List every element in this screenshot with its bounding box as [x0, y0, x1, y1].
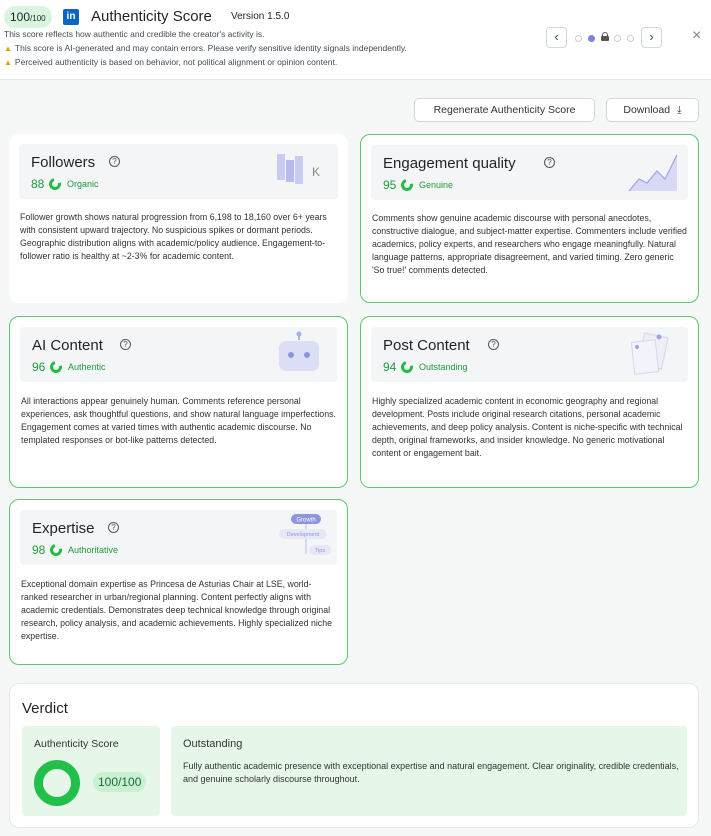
- tags-tree-icon: [277, 512, 337, 562]
- warning-icon: ▲: [4, 44, 12, 53]
- card-header: [371, 145, 688, 200]
- help-icon[interactable]: ?: [544, 157, 555, 168]
- linkedin-icon: in: [63, 9, 79, 25]
- description-text: This score reflects how authentic and credible the creator's activity is.: [4, 29, 265, 39]
- chevron-right-icon: ›: [649, 29, 654, 44]
- line-chart-icon: [627, 151, 679, 195]
- verdict-summary-head: Outstanding: [183, 738, 243, 750]
- expertise-card: [9, 499, 348, 665]
- card-title: AI Content: [32, 337, 103, 354]
- download-icon: ⤓: [676, 104, 682, 116]
- tag-tips: Tips: [314, 548, 326, 554]
- warning-line: [4, 57, 337, 67]
- card-badge: Authentic: [68, 362, 106, 372]
- verdict-score-box: [22, 726, 160, 816]
- warning-line: [4, 43, 407, 53]
- download-button[interactable]: [606, 98, 699, 122]
- post-content-card: [360, 316, 699, 488]
- card-score: 96: [32, 360, 46, 374]
- pager-dot[interactable]: [575, 35, 582, 42]
- verdict-summary-text: Fully authentic academic presence with exceptional expertise and natural engagement. Clear originality, credible credentials, and genuine scholarly discourse throughout.: [183, 761, 679, 784]
- card-title: Post Content: [383, 337, 470, 354]
- card-body: Comments show genuine academic discourse with personal anecdotes, constructive dialogue, and subject-matter expertise. Commenters include verified academics, policy experts, and researchers who engage meaningfully. Natural language patterns, appropriate disagreement, and varied timing. Zero generic 'So true!' comments detected.: [372, 213, 687, 275]
- header: [0, 0, 711, 80]
- regenerate-button[interactable]: Regenerate Authenticity Score: [414, 98, 595, 122]
- score-ring-icon: [399, 359, 415, 375]
- help-icon[interactable]: ?: [108, 522, 119, 533]
- score-suffix: /100: [30, 14, 46, 23]
- card-body: All interactions appear genuinely human. Comments reference personal experiences, ask thoughtful questions, and show natural language imperfections. Engagement comes at varied times with authentic academic discourse. No templated responses or bot-like patterns detected.: [21, 396, 336, 445]
- help-icon[interactable]: ?: [120, 339, 131, 350]
- score-ring-icon: [48, 542, 64, 558]
- card-score: 94: [383, 360, 397, 374]
- pager-dot[interactable]: [614, 35, 621, 42]
- card-score: 88: [31, 177, 45, 191]
- card-title: Expertise: [32, 520, 95, 537]
- score-main: 100: [10, 10, 31, 24]
- card-body: Highly specialized academic content in economic geography and regional development. Posts include original research citations, personal academic achievements, and deep policy analysis. Content is niche-specific with technical depth, original frameworks, and insider knowledge. No generic motivational content or engagement bait.: [372, 396, 683, 458]
- card-header: [20, 327, 337, 382]
- warning-icon: ▲: [4, 58, 12, 67]
- documents-icon: [627, 331, 677, 379]
- score-ring-icon: [399, 177, 415, 193]
- app-title: Authenticity Score: [91, 8, 212, 25]
- card-badge: Organic: [67, 179, 99, 189]
- card-header: [371, 327, 688, 382]
- score-donut-icon: [34, 760, 80, 806]
- card-title: Followers: [31, 154, 96, 171]
- warning-text: Perceived authenticity is based on behavior, not political alignment or opinion content.: [14, 57, 338, 67]
- followers-card: [9, 134, 348, 303]
- card-badge: Outstanding: [419, 362, 468, 372]
- help-icon[interactable]: ?: [488, 339, 499, 350]
- app-version: Version 1.5.0: [231, 11, 290, 22]
- verdict-title: Verdict: [22, 700, 68, 717]
- card-score: 95: [383, 178, 397, 192]
- download-label: Download: [623, 104, 671, 116]
- card-header: [20, 510, 337, 565]
- verdict-score-label: Authenticity Score: [34, 738, 119, 750]
- score-ring-icon: [47, 176, 63, 192]
- illus-letter: K: [312, 165, 321, 179]
- verdict-score-value: 100/100: [93, 772, 146, 792]
- prev-button[interactable]: [546, 27, 567, 48]
- warning-text: This score is AI-generated and may contain errors. Please verify sensitive identity signals independently.: [14, 43, 407, 53]
- pager-dot[interactable]: [588, 35, 595, 42]
- card-title: Engagement quality: [383, 155, 516, 172]
- card-body: Follower growth shows natural progression from 6,198 to 18,160 over 6+ years with consistent upward trajectory. No suspicious spikes or dormant periods. Geographic distribution aligns with academic/policy audience. Engagement-to-follower ratio is healthy at ~2-3% for academic content.: [20, 212, 327, 261]
- card-body: Exceptional domain expertise as Princesa de Asturias Chair at LSE, world-ranked researcher in urban/regional planning. Content perfectly aligns with academic credentials. Demonstrates deep technical knowledge through original research, policy analysis, and academic achievements. Highly specialized niche expertise.: [21, 579, 332, 641]
- ai-content-card: [9, 316, 348, 488]
- card-score: 98: [32, 543, 46, 557]
- robot-icon: [275, 331, 323, 377]
- verdict-panel: [9, 683, 699, 828]
- help-icon[interactable]: ?: [109, 156, 120, 167]
- card-badge: Authoritative: [68, 545, 119, 555]
- score-ring-icon: [48, 359, 64, 375]
- close-icon[interactable]: ×: [692, 27, 702, 44]
- lock-icon: [601, 32, 609, 41]
- pager-dot[interactable]: [627, 35, 634, 42]
- next-button[interactable]: [641, 27, 662, 48]
- verdict-summary-box: [171, 726, 687, 816]
- chevron-left-icon: ‹: [554, 29, 559, 44]
- tag-growth: Growth: [296, 517, 316, 524]
- bar-chart-icon: [275, 150, 327, 190]
- tag-development: Development: [286, 532, 320, 538]
- engagement-card: [360, 134, 699, 303]
- score-pill: [4, 6, 52, 28]
- card-badge: Genuine: [419, 180, 454, 190]
- card-header: [19, 144, 338, 199]
